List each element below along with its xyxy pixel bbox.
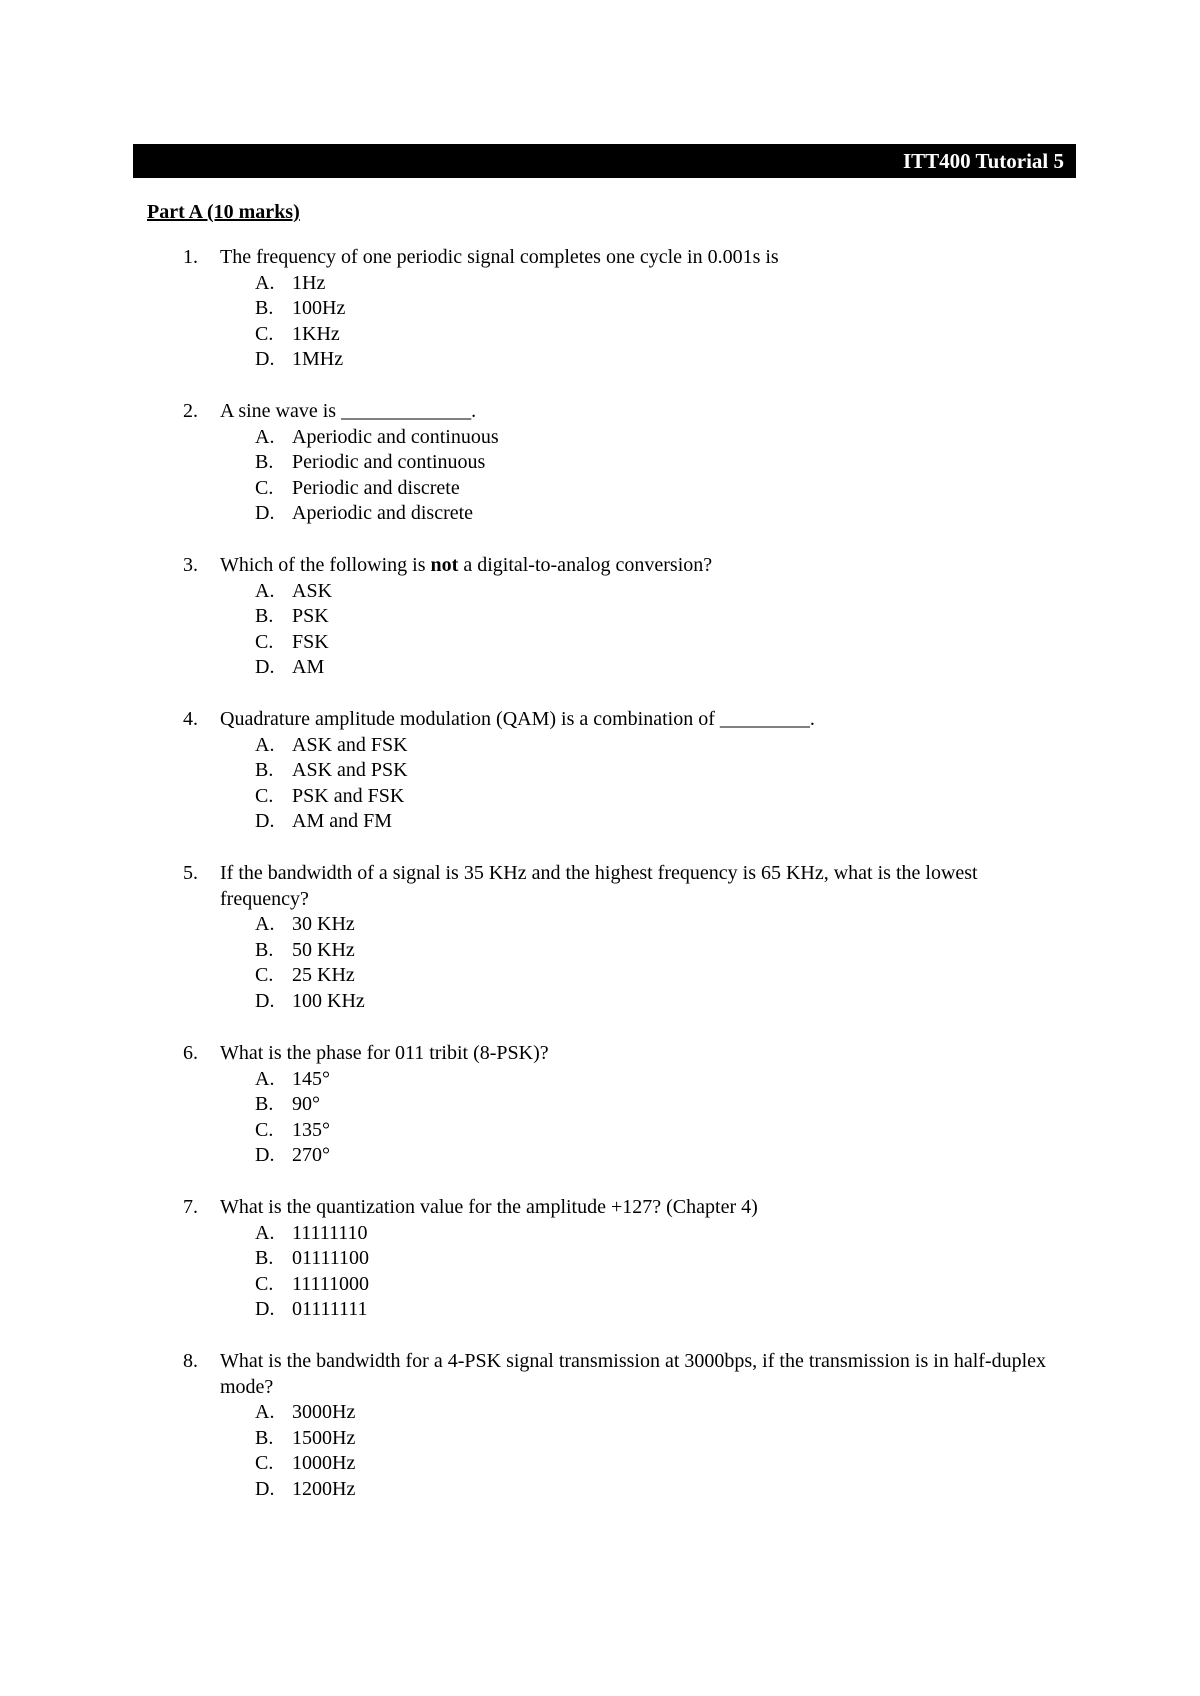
option-text: 270°	[292, 1144, 330, 1167]
option-text: 1000Hz	[292, 1452, 356, 1475]
option-letter: D.	[255, 810, 275, 833]
option-d	[0, 1477, 1200, 1503]
option-letter: C.	[255, 1452, 274, 1475]
option-text: 1MHz	[292, 348, 344, 371]
option-letter: D.	[255, 1477, 275, 1500]
option-d	[0, 655, 1200, 681]
option-letter: A.	[255, 271, 275, 294]
option-d	[0, 1143, 1200, 1169]
option-letter: A.	[255, 913, 275, 936]
option-text: 01111100	[292, 1247, 370, 1270]
option-letter: C.	[255, 630, 274, 653]
option-letter: B.	[255, 297, 274, 320]
option-a	[0, 733, 1200, 759]
option-text: 135°	[292, 1118, 330, 1141]
option-letter: C.	[255, 1118, 274, 1141]
option-letter: D.	[255, 1144, 275, 1167]
option-letter: D.	[255, 656, 275, 679]
option-a	[0, 579, 1200, 605]
option-letter: C.	[255, 476, 274, 499]
section-heading: Part A (10 marks)	[147, 201, 300, 223]
option-text: 100 KHz	[292, 989, 365, 1012]
option-letter: B.	[255, 1247, 274, 1270]
option-d	[0, 809, 1200, 835]
question-text: What is the bandwidth for a 4-PSK signal transmission at 3000bps, if the transmission is in half-duplex mode?	[220, 1350, 1047, 1398]
option-text: 3000Hz	[292, 1401, 356, 1424]
option-text: Aperiodic and continuous	[292, 425, 499, 448]
option-letter: B.	[255, 451, 274, 474]
option-text: 100Hz	[292, 297, 346, 320]
document-title: ITT400 Tutorial 5	[902, 149, 1064, 173]
option-letter: B.	[255, 759, 274, 782]
question-number: 7.	[183, 1196, 198, 1218]
option-c	[0, 1272, 1200, 1298]
option-b	[0, 1092, 1200, 1118]
option-a	[0, 912, 1200, 938]
option-b	[0, 604, 1200, 630]
option-letter: C.	[255, 1272, 274, 1295]
question-number: 2.	[183, 400, 198, 422]
option-text: 30 KHz	[292, 913, 355, 936]
option-letter: A.	[255, 1401, 275, 1424]
option-text: 145°	[292, 1067, 330, 1090]
option-letter: B.	[255, 1093, 274, 1116]
question-number: 8.	[183, 1350, 198, 1372]
option-text: ASK and PSK	[292, 759, 408, 782]
question-number: 6.	[183, 1042, 198, 1064]
option-text: 90°	[292, 1093, 320, 1116]
option-c	[0, 322, 1200, 348]
question-number: 1.	[183, 246, 198, 268]
option-letter: D.	[255, 1298, 275, 1321]
option-c	[0, 476, 1200, 502]
option-d	[0, 501, 1200, 527]
option-text: AM	[292, 656, 325, 679]
question-text-part: Which of the following is	[220, 554, 431, 576]
option-d	[0, 347, 1200, 373]
option-text: 1KHz	[292, 322, 340, 345]
option-letter: B.	[255, 1426, 274, 1449]
option-b	[0, 1426, 1200, 1452]
option-c	[0, 963, 1200, 989]
option-d	[0, 989, 1200, 1015]
question-text: Quadrature amplitude modulation (QAM) is a combination of _________.	[220, 708, 815, 730]
option-b	[0, 296, 1200, 322]
option-b	[0, 1246, 1200, 1272]
option-letter: C.	[255, 322, 274, 345]
option-letter: D.	[255, 989, 275, 1012]
option-text: 1Hz	[292, 271, 326, 294]
question-number: 5.	[183, 862, 198, 884]
option-text: 01111111	[292, 1298, 368, 1321]
option-text: 11111110	[292, 1221, 368, 1244]
option-letter: C.	[255, 964, 274, 987]
option-text: ASK and FSK	[292, 733, 408, 756]
option-letter: B.	[255, 605, 274, 628]
option-c	[0, 1451, 1200, 1477]
option-b	[0, 758, 1200, 784]
option-text: 25 KHz	[292, 964, 355, 987]
option-text: Periodic and continuous	[292, 451, 486, 474]
option-text: AM and FM	[292, 810, 393, 833]
question-text: A sine wave is _____________.	[220, 400, 477, 422]
question-number: 3.	[183, 554, 198, 576]
option-d	[0, 1297, 1200, 1323]
option-letter: A.	[255, 733, 275, 756]
option-letter: D.	[255, 348, 275, 371]
option-text: FSK	[292, 630, 329, 653]
option-text: Aperiodic and discrete	[292, 502, 474, 525]
option-letter: A.	[255, 579, 275, 602]
option-text: 1200Hz	[292, 1477, 356, 1500]
option-letter: A.	[255, 425, 275, 448]
option-c	[0, 1118, 1200, 1144]
option-text: 11111000	[292, 1272, 370, 1295]
question-text	[220, 553, 1060, 579]
option-letter: A.	[255, 1067, 275, 1090]
emphasis-not: not	[430, 554, 459, 576]
question-text: If the bandwidth of a signal is 35 KHz and the highest frequency is 65 KHz, what is the lowest frequency?	[220, 862, 978, 910]
option-b	[0, 450, 1200, 476]
option-text: PSK	[292, 605, 329, 628]
option-letter: D.	[255, 502, 275, 525]
option-c	[0, 784, 1200, 810]
option-letter: A.	[255, 1221, 275, 1244]
option-a	[0, 271, 1200, 297]
option-a	[0, 1221, 1200, 1247]
option-a	[0, 425, 1200, 451]
question-text: What is the phase for 011 tribit (8-PSK)?	[220, 1042, 549, 1064]
header-bar	[133, 144, 1076, 178]
option-a	[0, 1067, 1200, 1093]
option-c	[0, 630, 1200, 656]
option-text: ASK	[292, 579, 333, 602]
option-text: Periodic and discrete	[292, 476, 460, 499]
option-text: 1500Hz	[292, 1426, 356, 1449]
question-number: 4.	[183, 708, 198, 730]
option-text: 50 KHz	[292, 938, 355, 961]
option-letter: C.	[255, 784, 274, 807]
option-a	[0, 1400, 1200, 1426]
option-b	[0, 938, 1200, 964]
option-text: PSK and FSK	[292, 784, 405, 807]
question-text: The frequency of one periodic signal completes one cycle in 0.001s is	[220, 246, 779, 268]
option-letter: B.	[255, 938, 274, 961]
question-text: What is the quantization value for the amplitude +127? (Chapter 4)	[220, 1196, 758, 1218]
question-text-part: a digital-to-analog conversion?	[458, 554, 713, 576]
